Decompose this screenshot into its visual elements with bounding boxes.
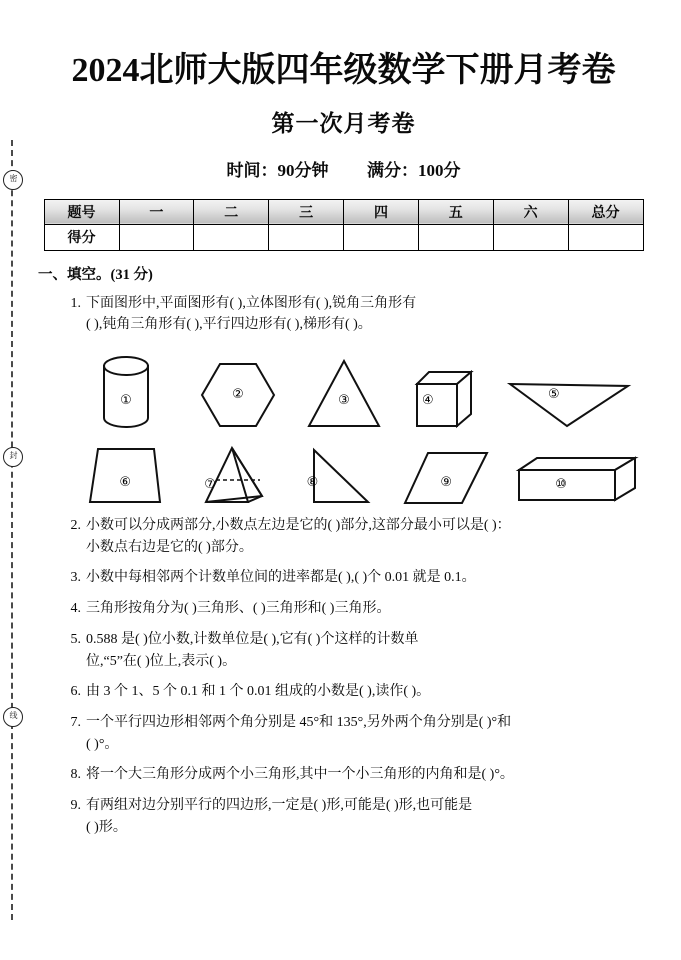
question-1 <box>36 284 651 336</box>
question-1-line-2: ( ),钝角三角形有( ),平行四边形有( ),梯形有( )。 <box>86 317 372 333</box>
shape-label-6: ⑥ <box>119 475 131 491</box>
section-heading-fill-in-blank: 一、填空。(31 分) <box>38 266 153 283</box>
question-5-line-2: 位,“5”在( )位上,表示( )。 <box>86 653 237 669</box>
question-4 <box>36 589 651 620</box>
question-7-body <box>86 712 651 755</box>
shapes-row-1 <box>70 346 651 430</box>
total-score: 满分：100分 <box>367 160 461 180</box>
shape-label-1: ① <box>120 393 132 409</box>
shape-label-3: ③ <box>338 393 350 409</box>
score-cell-1[interactable] <box>119 224 194 250</box>
question-5-number: 5. <box>70 631 81 647</box>
question-8 <box>36 755 651 786</box>
question-8-number: 8. <box>70 767 81 783</box>
question-3-line-1: 小数中每相邻两个计数单位间的进率都是( ),( )个 0.01 就是 0.1。 <box>86 570 476 586</box>
score-cell-3[interactable] <box>269 224 344 250</box>
shapes-figure <box>36 336 651 506</box>
time-limit: 时间：90分钟 <box>226 160 329 180</box>
score-cell-4[interactable] <box>344 224 419 250</box>
question-4-body <box>86 598 651 620</box>
question-5-line-1: 0.588 是( )位小数,计数单位是( ),它有( )个这样的计数单 <box>86 631 419 647</box>
question-7-line-2: ( )°。 <box>86 736 119 752</box>
shape-label-4: ④ <box>422 393 434 409</box>
shape-cuboid <box>503 454 651 506</box>
question-2-line-2: 小数点右边是它的( )部分。 <box>86 539 253 555</box>
score-table-row-label-question: 题号 <box>44 199 119 224</box>
page-title: 2024北师大版四年级数学下册月考卷 <box>71 52 616 89</box>
question-3-body <box>86 567 651 589</box>
shape-label-8: ⑧ <box>306 475 319 491</box>
shape-hexagon <box>182 360 294 430</box>
question-2 <box>36 506 651 558</box>
question-6-number: 6. <box>70 684 81 700</box>
shape-label-10: ⑩ <box>555 477 567 493</box>
question-3-number: 3. <box>70 570 81 586</box>
score-table-score-row <box>44 224 643 250</box>
seal-mark-1: 密 <box>3 170 23 190</box>
question-2-number: 2. <box>70 518 81 534</box>
question-5-body <box>86 629 651 672</box>
shapes-row-2 <box>70 430 651 506</box>
question-9-line-2: ( )形。 <box>86 819 127 835</box>
shape-acute-triangle <box>294 358 394 430</box>
seal-mark-3: 线 <box>3 707 23 727</box>
question-9-body <box>86 795 651 838</box>
score-table-col-1: 一 <box>119 199 194 224</box>
score-cell-total[interactable] <box>568 224 643 250</box>
question-9-number: 9. <box>70 797 81 813</box>
cuboid-icon <box>515 454 639 506</box>
score-table-col-6: 六 <box>493 199 568 224</box>
question-7-line-1: 一个平行四边形相邻两个角分别是 45°和 135°,另外两个角分别是( )°和 <box>86 714 512 730</box>
question-4-number: 4. <box>70 601 81 617</box>
question-1-number: 1. <box>70 295 81 311</box>
shape-obtuse-triangle <box>494 378 644 430</box>
obtuse-triangle-icon <box>507 378 631 430</box>
score-table-col-3: 三 <box>269 199 344 224</box>
shape-right-triangle <box>291 448 389 506</box>
seal-mark-2: 封 <box>3 447 23 467</box>
score-table-wrapper <box>36 181 651 251</box>
question-6 <box>36 672 651 703</box>
question-3 <box>36 558 651 589</box>
question-7-number: 7. <box>70 714 81 730</box>
score-table-col-2: 二 <box>194 199 269 224</box>
score-cell-2[interactable] <box>194 224 269 250</box>
shape-pyramid <box>180 446 290 506</box>
score-table-col-5: 五 <box>418 199 493 224</box>
question-5 <box>36 620 651 672</box>
question-7 <box>36 703 651 755</box>
question-9 <box>36 786 651 838</box>
shape-label-2: ② <box>232 387 244 403</box>
page-subtitle: 第一次月考卷 <box>271 110 416 136</box>
question-6-body <box>86 681 651 703</box>
question-list <box>36 284 651 839</box>
question-1-line-1: 下面图形中,平面图形有( ),立体图形有( ),锐角三角形有 <box>86 295 417 311</box>
shape-label-9: ⑨ <box>440 475 452 491</box>
exam-meta <box>36 138 651 181</box>
question-4-line-1: 三角形按角分为( )三角形、( )三角形和( )三角形。 <box>86 601 391 617</box>
shape-trapezoid <box>70 446 180 506</box>
score-table-row-label-score: 得分 <box>44 224 119 250</box>
score-table <box>44 199 644 251</box>
shape-parallelogram <box>389 450 503 506</box>
shape-label-7: ⑦ <box>204 477 216 493</box>
question-1-body <box>86 293 651 336</box>
question-2-body <box>86 515 651 558</box>
question-9-line-1: 有两组对边分别平行的四边形,一定是( )形,可能是( )形,也可能是 <box>86 797 473 813</box>
shape-label-5: ⑤ <box>548 387 560 403</box>
question-6-line-1: 由 3 个 1、5 个 0.1 和 1 个 0.01 组成的小数是( ),读作( )。 <box>86 684 431 700</box>
shape-cylinder <box>70 354 182 430</box>
shape-cube <box>394 368 494 430</box>
question-8-line-1: 将一个大三角形分成两个小三角形,其中一个小三角形的内角和是( )°。 <box>86 767 514 783</box>
score-cell-5[interactable] <box>418 224 493 250</box>
pyramid-icon <box>202 446 268 506</box>
score-table-col-total: 总分 <box>568 199 643 224</box>
score-cell-6[interactable] <box>493 224 568 250</box>
score-table-header-row <box>44 199 643 224</box>
question-2-line-1: 小数可以分成两部分,小数点左边是它的( )部分,这部分最小可以是( )： <box>86 518 511 534</box>
seal-binding-line <box>11 140 15 920</box>
cylinder-icon <box>98 354 154 430</box>
score-table-col-4: 四 <box>344 199 419 224</box>
exam-page <box>36 0 651 960</box>
question-8-body <box>86 764 651 786</box>
